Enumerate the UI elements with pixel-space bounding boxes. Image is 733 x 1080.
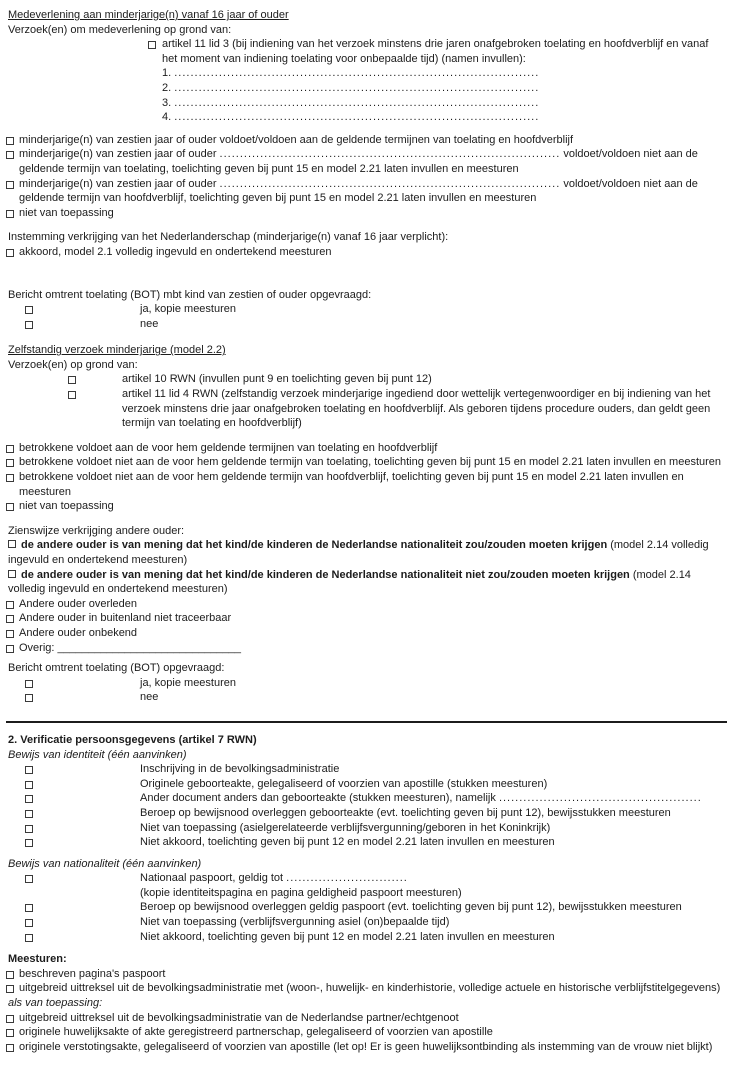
option-artikel-11-lid-3 [0, 37, 733, 66]
text-segment: de andere ouder is van mening dat het kind/de kinderen de Nederlandse nationaliteit zou/zouden moeten krijgen [21, 539, 608, 552]
text-segment: 4. [162, 111, 175, 124]
option-betrokkene-voldoet [0, 441, 733, 456]
option-bot-ja [0, 302, 733, 317]
checkbox[interactable] [6, 210, 14, 218]
option-betrokkene-voldoet-label: betrokkene voldoet aan de voor hem geldende termijnen van toelating en hoofdverblijf [19, 441, 438, 454]
option-artikel-11-lid-4-rwn-label: artikel 11 lid 4 RWN (zelfstandig verzoek minderjarige ingediend door wettelijk vertegenwoordiger en bij indiening van het verzoek minstens drie jaar onafgebroken toelating en hoofdverblijf. Als geboren tijdens procedure ouders, dan geldt geen termijn van toelating en hoofdverblijf) [122, 388, 711, 430]
option-ander-document [0, 791, 733, 806]
option-beschreven-paginas-label: beschreven pagina's paspoort [19, 967, 166, 980]
label-verzoek-op-grond-van [0, 358, 733, 373]
spacer [0, 220, 733, 230]
checkbox[interactable] [6, 137, 14, 145]
checkbox[interactable] [6, 249, 14, 257]
option-termijnen-voldoet-label: minderjarige(n) van zestien jaar of ouder voldoet/voldoen aan de geldende termijnen van toelating en hoofdverblijf [19, 133, 574, 146]
checkbox[interactable] [25, 904, 33, 912]
option-inschrijving-bevolkingsadministratie-label: Inschrijving in de bevolkingsadministratie [140, 763, 340, 776]
checkbox[interactable] [25, 321, 33, 329]
option-bot-ja-label: ja, kopie meesturen [140, 303, 236, 316]
spacer [0, 431, 733, 441]
label-verzoek-op-grond-van-label: Verzoek(en) op grond van: [8, 358, 138, 371]
option-niet-van-toepassing-nationaliteit [0, 915, 733, 930]
heading-medeverlening [0, 8, 733, 23]
checkbox[interactable] [25, 306, 33, 314]
checkbox[interactable] [6, 985, 14, 993]
option-termijn-hoofdverblijf-niet [0, 177, 733, 206]
checkbox[interactable] [8, 570, 16, 578]
checkbox[interactable] [6, 1029, 14, 1037]
option-niet-akkoord-nationaliteit [0, 930, 733, 945]
checkbox[interactable] [6, 445, 14, 453]
text-segment: ______________________________ [57, 641, 242, 654]
option-uittreksel-partner [0, 1011, 733, 1026]
heading-verificatie-persoonsgegevens [0, 733, 733, 748]
label-bewijs-nationaliteit [0, 857, 733, 872]
option-bot2-ja-label: ja, kopie meesturen [140, 676, 236, 689]
checkbox[interactable] [25, 795, 33, 803]
option-niet-van-toepassing-2 [0, 499, 733, 514]
checkbox[interactable] [25, 781, 33, 789]
option-bot2-ja [0, 676, 733, 691]
checkbox[interactable] [25, 810, 33, 818]
option-beroep-bewijsnood-geboorteakte-label: Beroep op bewijsnood overleggen geboorteakte (evt. toelichting geven bij punt 12), bewijsstukken meesturen [140, 806, 671, 819]
option-termijn-toelating-niet [0, 147, 733, 176]
spacer [0, 260, 733, 288]
option-andere-ouder-niet-traceerbaar [0, 611, 733, 626]
label-als-van-toepassing-label: als van toepassing: [8, 997, 103, 1010]
spacer [0, 705, 733, 713]
option-inschrijving-bevolkingsadministratie [0, 762, 733, 777]
checkbox[interactable] [25, 839, 33, 847]
option-andere-ouder-overleden [0, 597, 733, 612]
option-niet-akkoord-nationaliteit-label: Niet akkoord, toelichting geven bij punt 12 en model 2.21 laten invullen en meesturen [140, 930, 555, 943]
option-artikel-10-rwn [0, 372, 733, 387]
checkbox[interactable] [25, 919, 33, 927]
name-fill-line-2 [0, 81, 733, 96]
checkbox[interactable] [6, 630, 14, 638]
option-beroep-bewijsnood-paspoort [0, 900, 733, 915]
option-artikel-10-rwn-label: artikel 10 RWN (invullen punt 9 en toelichting geven bij punt 12) [122, 373, 432, 386]
name-fill-line-1 [0, 66, 733, 81]
spacer [0, 125, 733, 133]
option-niet-van-toepassing-identiteit [0, 821, 733, 836]
checkbox[interactable] [6, 181, 14, 189]
label-bot-kind-zestien [0, 288, 733, 303]
heading-zelfstandig-verzoek [0, 343, 733, 358]
checkbox[interactable] [8, 540, 16, 548]
label-meesturen [0, 952, 733, 967]
spacer [0, 331, 733, 343]
option-beschreven-paginas [0, 967, 733, 982]
fill-in-blank[interactable]: .................................................. [498, 792, 702, 805]
checkbox[interactable] [6, 615, 14, 623]
option-betrokkene-hoofdverblijf-niet-label: betrokkene voldoet niet aan de voor hem geldende termijn van hoofdverblijf, toelichting geven bij punt 15 en model 2.21 laten invullen en meesturen [19, 471, 684, 498]
text-segment: Overig: [19, 641, 58, 654]
fill-in-blank[interactable]: .......................................................................................... [174, 111, 540, 124]
label-meesturen-label: Meesturen: [8, 953, 67, 966]
label-instemming-nederlanderschap-label: Instemming verkrijging van het Nederlanderschap (minderjarige(n) vanaf 16 jaar verplicht): [8, 231, 449, 244]
option-niet-van-toepassing-label: niet van toepassing [19, 206, 114, 219]
spacer [0, 944, 733, 952]
checkbox[interactable] [6, 474, 14, 482]
option-niet-akkoord-identiteit-label: Niet akkoord, toelichting geven bij punt 12 en model 2.21 laten invullen en meesturen [140, 836, 555, 849]
fill-in-blank[interactable]: .................................................................................... [219, 177, 561, 190]
spacer [0, 514, 733, 524]
fill-in-blank[interactable]: .......................................................................................... [174, 81, 540, 94]
option-overig [0, 641, 733, 656]
option-niet-van-toepassing-2-label: niet van toepassing [19, 500, 114, 513]
checkbox[interactable] [6, 151, 14, 159]
text-segment: 3. [162, 96, 175, 109]
text-segment: minderjarige(n) van zestien jaar of ouder [19, 148, 220, 161]
option-akkoord-model-2-1-label: akkoord, model 2.1 volledig ingevuld en ondertekend meesturen [19, 245, 332, 258]
label-bewijs-identiteit-label: Bewijs van identiteit (één aanvinken) [8, 748, 187, 761]
option-bot2-nee-label: nee [140, 691, 159, 704]
label-bot-kind-zestien-label: Bericht omtrent toelating (BOT) mbt kind van zestien of ouder opgevraagd: [8, 288, 372, 301]
checkbox[interactable] [148, 41, 156, 49]
option-niet-van-toepassing-identiteit-label: Niet van toepassing (asielgerelateerde verblijfsvergunning/geboren in het Koninkrijk) [140, 821, 551, 834]
text-segment: Ander document anders dan geboorteakte (stukken meesturen), namelijk [140, 792, 499, 805]
heading-medeverlening-label: Medeverlening aan minderjarige(n) vanaf 16 jaar of ouder [8, 9, 289, 21]
label-zienswijze-andere-ouder [0, 524, 733, 539]
option-bot2-nee [0, 690, 733, 705]
option-betrokkene-toelating-niet-label: betrokkene voldoet niet aan de voor hem geldende termijn van toelating, toelichting geven bij punt 15 en model 2.21 laten invullen en meesturen [19, 456, 722, 469]
checkbox[interactable] [68, 391, 76, 399]
checkbox[interactable] [25, 694, 33, 702]
option-artikel-11-lid-3-label: artikel 11 lid 3 (bij indiening van het verzoek minstens drie jaren onafgebroken toelating en hoofdverblijf en vanaf het moment van indiening toelating voor onbepaalde tijd) (namen invullen): [162, 38, 709, 65]
label-als-van-toepassing [0, 996, 733, 1011]
option-nationaal-paspoort [0, 871, 733, 886]
text-segment: voldoet/voldoen niet aan de geldende termijn van hoofdverblijf, toelichting geven bij punt 15 en model 2.21 laten invullen en meesturen [19, 177, 698, 205]
label-zienswijze-andere-ouder-label: Zienswijze verkrijging andere ouder: [8, 524, 185, 537]
option-andere-ouder-overleden-label: Andere ouder overleden [19, 597, 138, 610]
note-kopie-identiteitspagina-label: (kopie identiteitspagina en pagina geldigheid paspoort meesturen) [140, 886, 462, 899]
checkbox[interactable] [25, 766, 33, 774]
name-fill-line-4 [0, 110, 733, 125]
fill-in-blank[interactable]: .............................. [286, 872, 408, 885]
label-bewijs-identiteit [0, 748, 733, 763]
fill-in-blank[interactable]: .......................................................................................... [174, 96, 540, 109]
fill-in-blank[interactable]: .......................................................................................... [174, 67, 540, 80]
text-segment: 2. [162, 81, 175, 94]
text-segment: (model 2.14 volledig ingevuld en ondertekend meesturen) [8, 568, 691, 596]
heading-verificatie-persoonsgegevens-label: 2. Verificatie persoonsgegevens (artikel 7 RWN) [8, 733, 257, 746]
heading-zelfstandig-verzoek-label: Zelfstandig verzoek minderjarige (model 2.2) [8, 344, 226, 357]
option-huwelijksakte-label: originele huwelijksakte of akte geregistreerd partnerschap, gelegaliseerd of voorzien van apostille [19, 1026, 493, 1039]
label-instemming-nederlanderschap [0, 230, 733, 245]
option-originele-geboorteakte-label: Originele geboorteakte, gelegaliseerd of voorzien van apostille (stukken meesturen) [140, 777, 548, 790]
option-niet-van-toepassing [0, 206, 733, 221]
option-betrokkene-toelating-niet [0, 455, 733, 470]
section-divider [6, 721, 727, 723]
checkbox[interactable] [25, 875, 33, 883]
option-termijnen-voldoet [0, 133, 733, 148]
checkbox[interactable] [25, 825, 33, 833]
checkbox[interactable] [6, 645, 14, 653]
checkbox[interactable] [68, 376, 76, 384]
option-originele-geboorteakte [0, 777, 733, 792]
option-bot-nee-label: nee [140, 317, 159, 330]
option-uitgebreid-uittreksel [0, 981, 733, 996]
option-bot-nee [0, 317, 733, 332]
label-bot-opgevraagd [0, 661, 733, 676]
checkbox[interactable] [25, 680, 33, 688]
option-andere-ouder-niet-traceerbaar-label: Andere ouder in buitenland niet traceerbaar [19, 612, 232, 625]
option-huwelijksakte [0, 1025, 733, 1040]
option-verstotingsakte [0, 1040, 733, 1055]
label-bot-opgevraagd-label: Bericht omtrent toelating (BOT) opgevraagd: [8, 662, 225, 675]
option-uittreksel-partner-label: uitgebreid uittreksel uit de bevolkingsadministratie van de Nederlandse partner/echtgenoot [19, 1011, 459, 1024]
option-artikel-11-lid-4-rwn [0, 387, 733, 431]
checkbox[interactable] [6, 503, 14, 511]
option-akkoord-model-2-1 [0, 245, 733, 260]
option-betrokkene-hoofdverblijf-niet [0, 470, 733, 499]
option-beroep-bewijsnood-geboorteakte [0, 806, 733, 821]
fill-in-blank[interactable]: .................................................................................... [219, 148, 561, 161]
checkbox[interactable] [6, 1015, 14, 1023]
option-andere-ouder-onbekend-label: Andere ouder onbekend [19, 626, 138, 639]
label-bewijs-nationaliteit-label: Bewijs van nationaliteit (één aanvinken) [8, 857, 202, 870]
text-segment: Nationaal paspoort, geldig tot [140, 872, 287, 885]
checkbox[interactable] [6, 971, 14, 979]
spacer [0, 850, 733, 857]
text-segment: de andere ouder is van mening dat het kind/de kinderen de Nederlandse nationaliteit niet zou/zouden moeten krijgen [21, 568, 630, 581]
option-andere-ouder-niet-krijgen [0, 568, 733, 597]
option-niet-van-toepassing-nationaliteit-label: Niet van toepassing (verblijfsvergunning asiel (on)bepaalde tijd) [140, 916, 450, 929]
option-beroep-bewijsnood-paspoort-label: Beroep op bewijsnood overleggen geldig paspoort (evt. toelichting geven bij punt 12), bewijsstukken meesturen [140, 901, 682, 914]
text-segment: (model 2.14 volledig ingevuld en ondertekend meesturen) [8, 539, 709, 566]
option-uitgebreid-uittreksel-label: uitgebreid uittreksel uit de bevolkingsadministratie met (woon-, huwelijk- en kinderhistorie, volledige actuele en historische verblijfstitelgegevens) [19, 982, 721, 995]
option-verstotingsakte-label: originele verstotingsakte, gelegaliseerd of voorzien van apostille (let op! Er is geen huwelijksontbinding als instemming van de vrouw niet blijkt) [19, 1040, 713, 1053]
note-kopie-identiteitspagina [0, 886, 733, 901]
text-segment: 1. [162, 67, 175, 80]
option-andere-ouder-onbekend [0, 626, 733, 641]
label-verzoek-medeverlening [0, 23, 733, 38]
checkbox[interactable] [6, 1044, 14, 1052]
text-segment: voldoet/voldoen niet aan de geldende termijn van toelating, toelichting geven bij punt 15 en model 2.21 laten invullen en meesturen [19, 148, 698, 175]
option-niet-akkoord-identiteit [0, 835, 733, 850]
text-segment: minderjarige(n) van zestien jaar of ouder [19, 177, 220, 190]
checkbox[interactable] [25, 934, 33, 942]
name-fill-line-3 [0, 96, 733, 111]
option-andere-ouder-wel-krijgen [0, 538, 733, 567]
checkbox[interactable] [6, 459, 14, 467]
label-verzoek-medeverlening-label: Verzoek(en) om medeverlening op grond van: [8, 23, 232, 36]
checkbox[interactable] [6, 601, 14, 609]
